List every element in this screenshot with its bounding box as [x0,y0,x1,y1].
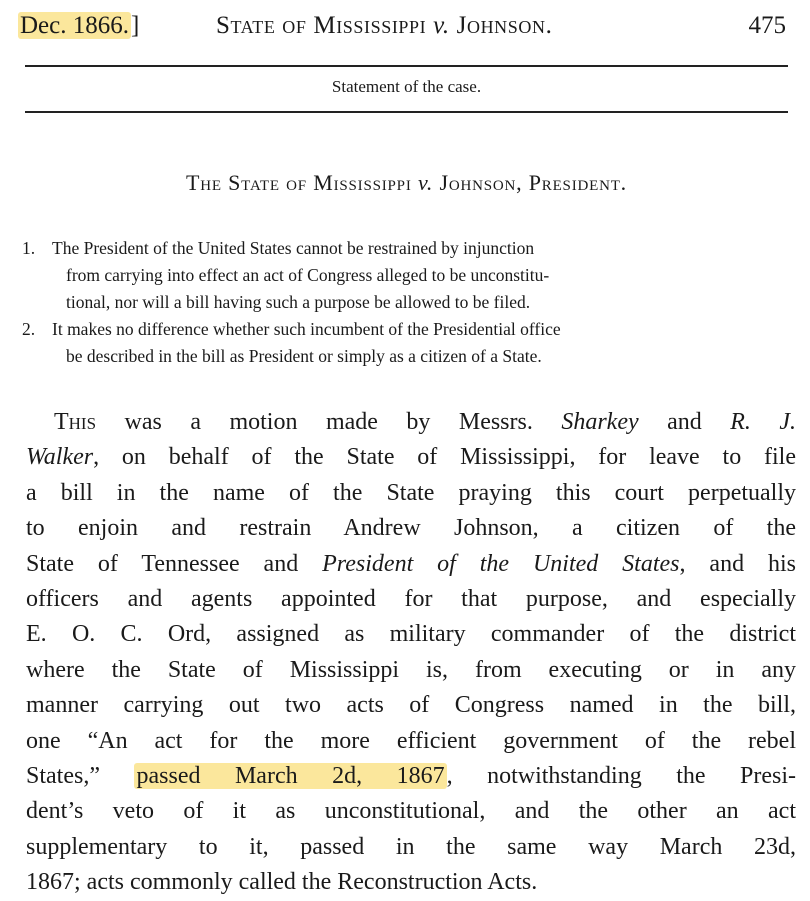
subheading: Statement of the case. [331,77,482,96]
body-line [26,759,796,794]
running-head-title-part: State of Mississippi [216,12,427,39]
counsel-name: R. J. [730,409,797,435]
body-line [26,547,796,582]
headnote-line: be described in the bill as President or simply as a citizen of a State. [66,346,542,366]
statement-body [26,405,796,901]
page-number: 475 [748,12,786,39]
body-text: and [667,409,702,435]
body-line: supplementary to it, passed in the same way March 23d, [26,833,796,860]
body-line: 1867; acts commonly called the Reconstruction Acts. [26,869,538,896]
header-rule-top [25,65,788,67]
body-text: was a motion made by Messrs. [124,409,533,435]
running-head-title-part: Johnson. [456,12,553,39]
headnote [22,316,792,370]
date-highlight: passed March 2d, 1867 [136,763,445,790]
body-line [26,440,796,475]
counsel-name: Sharkey [561,409,639,435]
body-lead-word: This [54,409,97,435]
headnote-number: 1. [22,238,36,258]
body-line: manner carrying out two acts of Congress named in the bill, [26,692,796,719]
case-title-versus: v. [417,170,434,195]
headnotes [22,235,792,370]
body-text: , notwithstanding the Presi- [446,763,797,790]
headnote-line: tional, nor will a bill having such a purpose be allowed to be filed. [66,292,531,312]
headnote [22,235,792,316]
running-head-title [216,8,552,44]
body-text: State of Tennessee and [26,550,299,577]
body-line [26,405,796,440]
body-line: E. O. C. Ord, assigned as military commander of the district [26,621,796,648]
body-line: to enjoin and restrain Andrew Johnson, a citizen of the [26,515,796,542]
headnote-line: The President of the United States cannot be restrained by injunction [52,238,535,258]
running-head-bracket: ] [131,12,140,39]
headnote-number: 2. [22,319,36,339]
case-title-part: The State of Mississippi [186,170,412,195]
body-line: a bill in the name of the State praying this court perpetually [26,479,796,506]
body-text: , and his [679,550,796,577]
body-line: dent’s veto of it as unconstitutional, and the other an act [26,798,796,825]
body-line: officers and agents appointed for that purpose, and especially [26,586,796,613]
running-head-versus: v. [433,12,450,39]
running-head-date [18,8,139,44]
italic-title: President of the United States [322,550,680,577]
headnote-line: It makes no difference whether such incumbent of the Presidential office [52,319,561,339]
running-head [18,8,790,44]
header-rule-bottom [25,111,788,113]
date-highlight: Dec. 1866. [20,12,129,39]
headnote-line: from carrying into effect an act of Congress alleged to be unconstitu- [66,265,550,285]
counsel-name: Walker [26,444,94,471]
case-title-part: Johnson, President. [439,170,627,195]
case-title [25,168,788,198]
body-text: , on behalf of the State of Mississippi, for leave to file [93,444,796,471]
body-line: where the State of Mississippi is, from executing or in any [26,656,796,683]
body-text: States,” [26,763,100,790]
body-line: one “An act for the more efficient government of the rebel [26,727,796,754]
